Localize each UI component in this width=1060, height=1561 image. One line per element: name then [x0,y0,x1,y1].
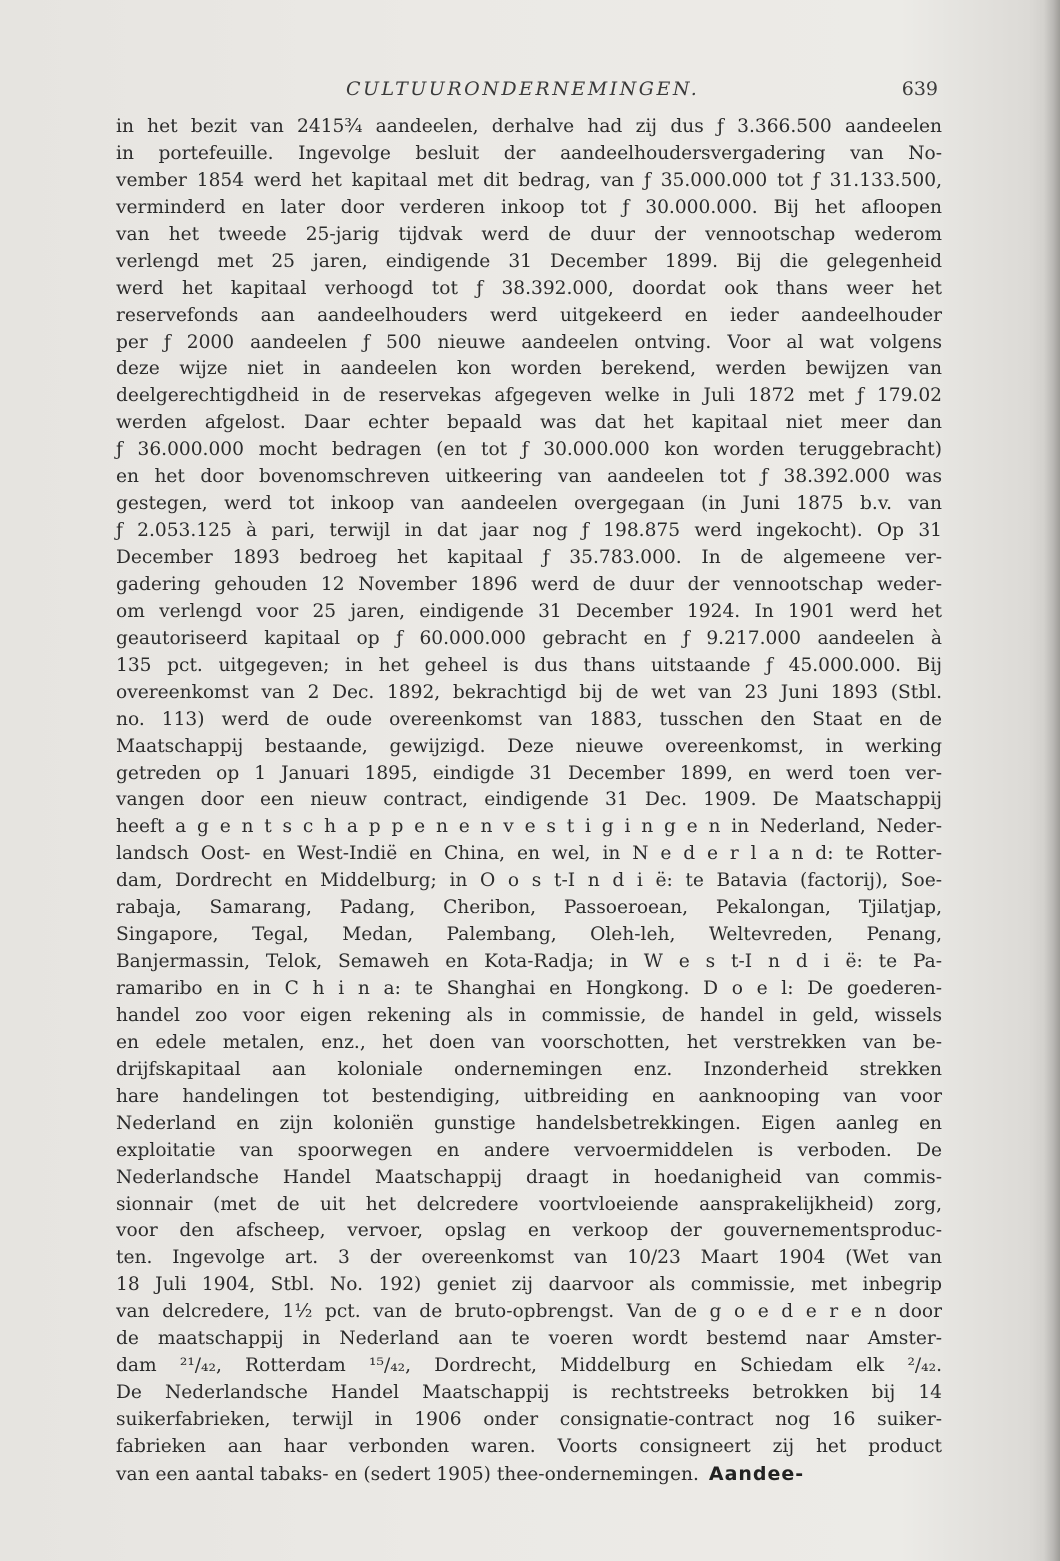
text-line-content: verlengd met 25 jaren, eindigende 31 December 1899. Bij die gelegenheid [116,250,942,272]
page-edge-shadow [1044,0,1060,1561]
text-line [116,572,942,599]
text-line [116,303,942,330]
text-line [116,787,942,814]
text-line-content: Nederland en zijn koloniën gunstige handelsbetrekkingen. Eigen aanleg en [116,1112,942,1134]
page-number: 639 [901,78,938,100]
text-line-content: van delcredere, 1½ pct. van de bruto-opbrengst. Van de g o e d e r e n door [116,1301,942,1323]
running-head [116,78,940,102]
text-line [116,680,942,707]
text-line [116,330,942,357]
text-line [116,1461,942,1488]
text-line-content: fabrieken aan haar verbonden waren. Voorts consigneert zij het product [116,1435,942,1457]
text-line-content: geautoriseerd kapitaal op ƒ 60.000.000 gebracht en ƒ 9.217.000 aandeelen à [116,627,942,649]
text-line [116,1030,942,1057]
text-line-content: suikerfabrieken, terwijl in 1906 onder consignatie-contract nog 16 suiker- [116,1409,942,1430]
text-line [116,356,942,383]
text-line [116,1407,942,1434]
text-line-content: ten. Ingevolge art. 3 der overeenkomst van 10/23 Maart 1904 (Wet van [116,1247,942,1269]
text-line-content: ƒ 36.000.000 mocht bedragen (en tot ƒ 30.000.000 kon worden teruggebracht) [116,439,942,461]
text-line-content: Banjermassin, Telok, Semaweh en Kota-Radja; in W e s t-I n d i ë: te Pa- [116,951,942,973]
text-line-content: Singapore, Tegal, Medan, Palembang, Oleh-leh, Weltevreden, Penang, [116,924,942,946]
bold-section-heading: Aandee- [708,1462,805,1485]
text-line [116,518,942,545]
text-line-content: exploitatie van spoorwegen en andere vervoermiddelen is verboden. De [116,1139,942,1161]
text-line-content: deze wijze niet in aandeelen kon worden berekend, werden bewijzen van [116,358,942,380]
text-line-content: van een aantal tabaks- en (sedert 1905) thee-ondernemingen. [116,1463,699,1485]
text-line [116,734,942,761]
text-line-content: 18 Juli 1904, Stbl. No. 192) geniet zij daarvoor als commissie, met inbegrip [116,1274,942,1296]
text-line-content: verminderd en later door verderen inkoop tot ƒ 30.000.000. Bij het afloopen [116,196,942,218]
text-line-content: en edele metalen, enz., het doen van voorschotten, het verstrekken van be- [116,1031,942,1053]
text-line-content: De Nederlandsche Handel Maatschappij is rechtstreeks betrokken bij 14 [116,1382,942,1404]
text-line [116,195,942,222]
text-line [116,949,942,976]
text-line [116,1245,942,1272]
text-line [116,545,942,572]
text-line-content: voor den afscheep, vervoer, opslag en verkoop der gouvernementsproduc- [116,1220,942,1242]
text-line-content: 135 pct. uitgegeven; in het geheel is dus thans uitstaande ƒ 45.000.000. Bij [116,654,942,676]
text-line [116,626,942,653]
text-line-content: om verlengd voor 25 jaren, eindigende 31 December 1924. In 1901 werd het [116,600,942,622]
text-line [116,410,942,437]
text-line [116,1138,942,1165]
text-line-content: in het bezit van 2415¾ aandeelen, derhalve had zij dus ƒ 3.366.500 aandeelen [116,116,942,137]
text-line-content: drijfskapitaal aan koloniale ondernemingen enz. Inzonderheid strekken [116,1058,942,1080]
text-line-content: ƒ 2.053.125 à pari, terwijl in dat jaar nog ƒ 198.875 werd ingekocht). Op 31 [116,520,942,542]
text-line [116,249,942,276]
text-line [116,895,942,922]
text-line-content: vember 1854 werd het kapitaal met dit bedrag, van ƒ 35.000.000 tot ƒ 31.133.500, [116,169,942,191]
text-line [116,276,942,303]
text-line [116,168,942,195]
running-title: CULTUURONDERNEMINGEN. [346,78,700,100]
text-line [116,491,942,518]
text-line [116,437,942,464]
text-line-content: December 1893 bedroeg het kapitaal ƒ 35.783.000. In de algemeene ver- [116,547,942,568]
text-line-content: reservefonds aan aandeelhouders werd uitgekeerd en ieder aandeelhouder [116,304,942,326]
text-line [116,1192,942,1219]
text-line [116,1326,942,1353]
text-line [116,841,942,868]
text-line [116,1084,942,1111]
text-line-content: Maatschappij bestaande, gewijzigd. Deze nieuwe overeenkomst, in werking [116,735,942,757]
text-line-content: dam, Dordrecht en Middelburg; in O o s t-I n d i ë: te Batavia (factorij), Soe- [116,870,942,892]
text-line [116,761,942,788]
text-line-content: hare handelingen tot bestendiging, uitbreiding en aanknooping van voor [116,1085,942,1107]
text-line-content: en het door bovenomschreven uitkeering van aandeelen tot ƒ 38.392.000 was [116,466,942,488]
text-line [116,814,942,841]
text-line-content: gestegen, werd tot inkoop van aandeelen overgegaan (in Juni 1875 b.v. van [116,493,942,515]
text-line-content: heeft a g e n t s c h a p p e n e n v e s t i g i n g e n in Nederland, Neder- [116,816,942,838]
text-line [116,383,942,410]
text-line-content: landsch Oost- en West-Indië en China, en wel, in N e d e r l a n d: te Rotter- [116,843,942,865]
text-line [116,868,942,895]
text-line [116,922,942,949]
text-line [116,1434,942,1461]
text-line [116,1111,942,1138]
text-line-content: sionnair (met de uit het delcredere voortvloeiende aansprakelijkheid) zorg, [116,1193,942,1215]
text-line-content: no. 113) werd de oude overeenkomst van 1883, tusschen den Staat en de [116,708,942,730]
text-line [116,1380,942,1407]
text-line-content: werden afgelost. Daar echter bepaald was dat het kapitaal niet meer dan [116,412,942,434]
text-line [116,222,942,249]
text-line [116,653,942,680]
text-line [116,1272,942,1299]
text-line [116,1165,942,1192]
text-line-content: per ƒ 2000 aandeelen ƒ 500 nieuwe aandeelen ontving. Voor al wat volgens [116,331,942,353]
text-line [116,1057,942,1084]
text-line [116,707,942,734]
text-line-content: gadering gehouden 12 November 1896 werd de duur der vennootschap weder- [116,573,942,595]
text-line-content: deelgerechtigdheid in de reservekas afgegeven welke in Juli 1872 met ƒ 179.02 [116,385,942,407]
text-line-content: overeenkomst van 2 Dec. 1892, bekrachtigd bij de wet van 23 Juni 1893 (Stbl. [116,681,942,703]
text-line-content: vangen door een nieuw contract, eindigende 31 Dec. 1909. De Maatschappij [116,789,942,811]
text-line-content: van het tweede 25-jarig tijdvak werd de duur der vennootschap wederom [116,223,942,245]
text-line [116,1218,942,1245]
text-line [116,141,942,168]
text-line-content: ramaribo en in C h i n a: te Shanghai en Hongkong. D o e l: De goederen- [116,978,942,999]
body-text [116,114,942,1488]
text-line-content: Nederlandsche Handel Maatschappij draagt in hoedanigheid van commis- [116,1166,942,1188]
text-line [116,976,942,1003]
text-line-content: handel zoo voor eigen rekening als in commissie, de handel in geld, wissels [116,1004,942,1026]
text-line [116,114,942,141]
text-line-content: rabaja, Samarang, Padang, Cheribon, Passoeroean, Pekalongan, Tjilatjap, [116,897,942,919]
text-line-content: getreden op 1 Januari 1895, eindigde 31 December 1899, en werd toen ver- [116,762,942,784]
text-line [116,1003,942,1030]
text-line [116,1299,942,1326]
text-line [116,599,942,626]
text-line [116,464,942,491]
text-line-content: werd het kapitaal verhoogd tot ƒ 38.392.000, doordat ook thans weer het [116,277,942,299]
text-line-content: in portefeuille. Ingevolge besluit der aandeelhoudersvergadering van No- [116,142,942,164]
text-line-content: dam ²¹/₄₂, Rotterdam ¹⁵/₄₂, Dordrecht, Middelburg en Schiedam elk ²/₄₂. [116,1355,942,1377]
text-line [116,1353,942,1380]
text-line-content: de maatschappij in Nederland aan te voeren wordt bestemd naar Amster- [116,1328,942,1350]
